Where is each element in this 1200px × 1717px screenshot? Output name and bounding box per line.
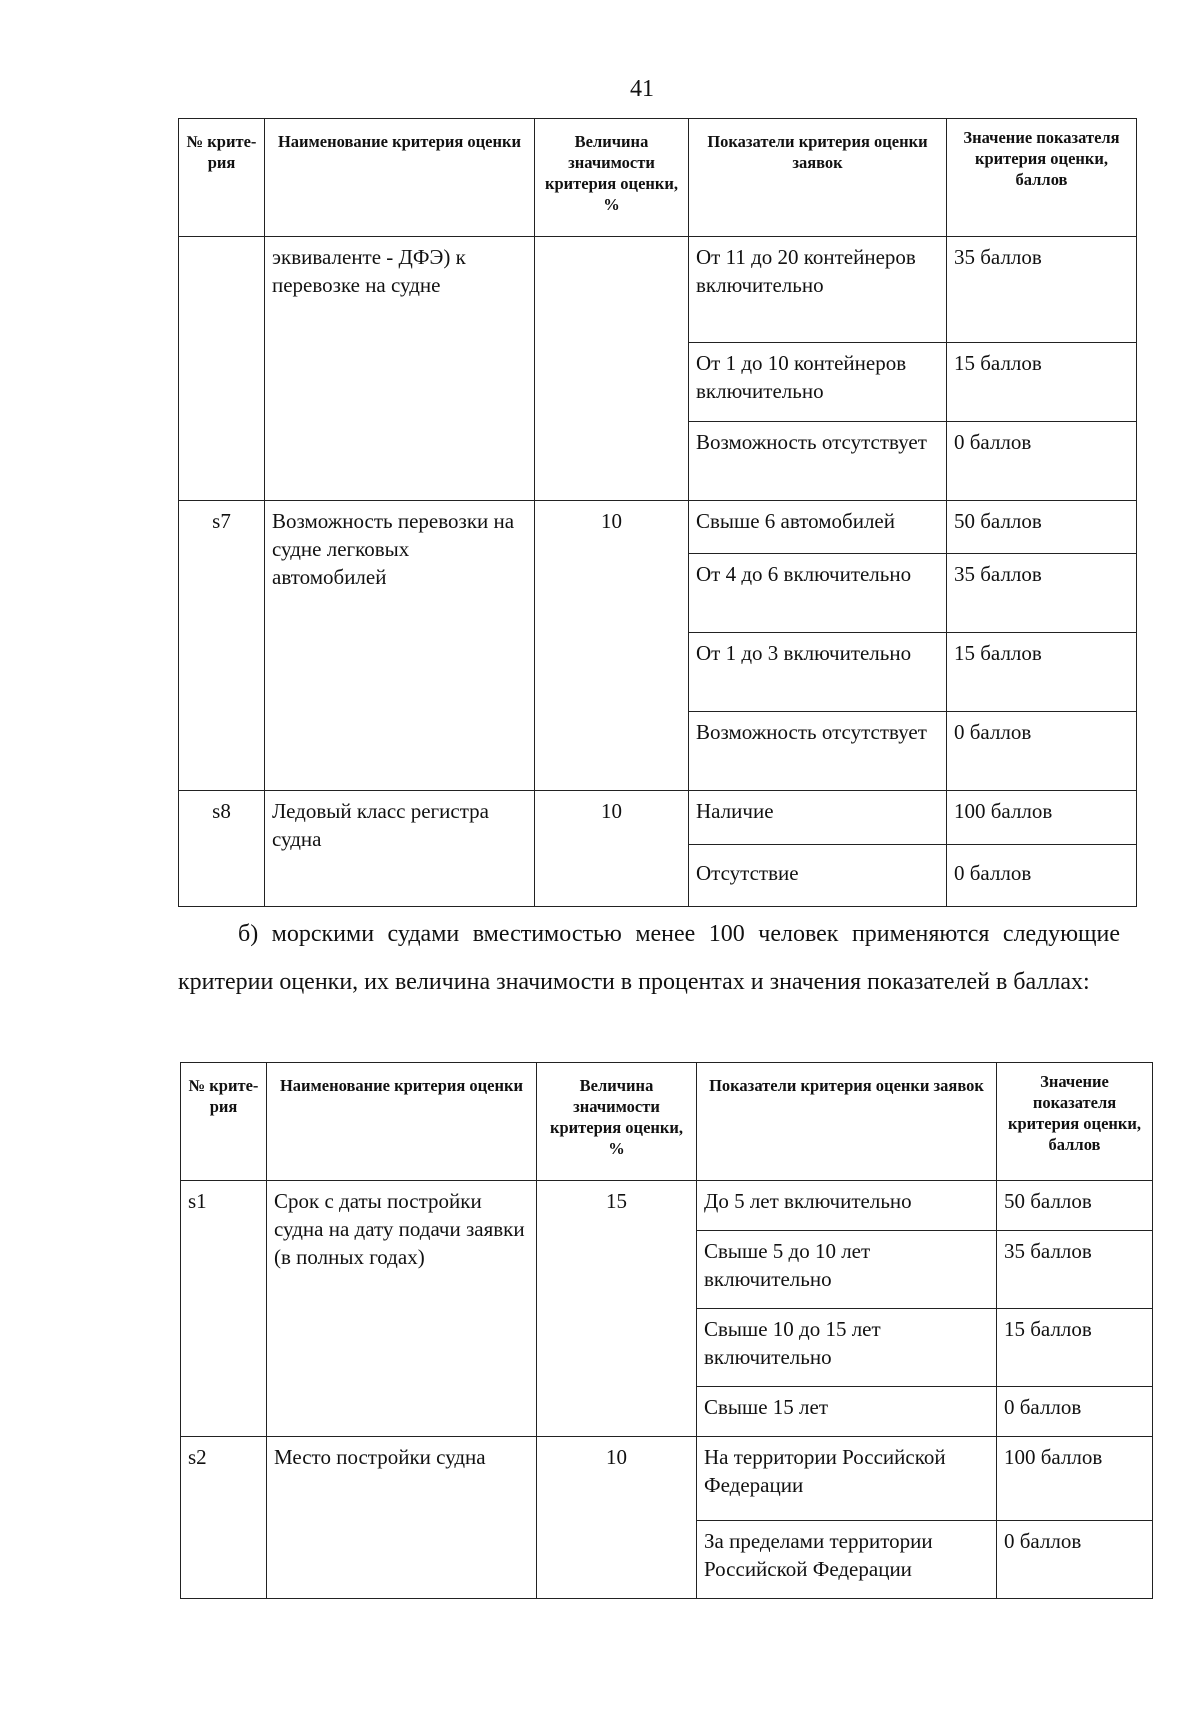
table-header-row	[181, 1063, 1153, 1181]
header-num: № крите-рия	[181, 1063, 267, 1181]
table-row	[181, 1181, 1153, 1231]
value-cell: 0 баллов	[997, 1521, 1153, 1599]
paragraph	[178, 910, 1120, 1006]
value-cell: 35 баллов	[947, 554, 1137, 633]
value-cell: 50 баллов	[947, 501, 1137, 554]
indicator-cell: Наличие	[689, 791, 947, 845]
table-row	[179, 791, 1137, 845]
value-cell: 15 баллов	[947, 633, 1137, 712]
value-cell: 15 баллов	[947, 343, 1137, 422]
header-indicators: Показатели критерия оценки заявок	[689, 119, 947, 237]
criterion-num: s8	[179, 791, 265, 907]
header-indicators: Показатели критерия оценки заявок	[697, 1063, 997, 1181]
header-name: Наименование критерия оценки	[265, 119, 535, 237]
value-cell: 35 баллов	[947, 237, 1137, 343]
indicator-cell: На территории Российской Федерации	[697, 1437, 997, 1521]
header-num: № крите-рия	[179, 119, 265, 237]
criterion-name: Ледовый класс регистра судна	[265, 791, 535, 907]
criteria-table-2	[180, 1062, 1153, 1599]
table-row	[179, 237, 1137, 343]
criterion-name: Место постройки судна	[267, 1437, 537, 1599]
value-cell: 100 баллов	[947, 791, 1137, 845]
table-header-row	[179, 119, 1137, 237]
header-weight: Величина значимости критерия оценки, %	[537, 1063, 697, 1181]
criterion-num: s7	[179, 501, 265, 791]
header-weight: Величина значимости критерия оценки, %	[535, 119, 689, 237]
criterion-name: Срок с даты постройки судна на дату подачи заявки (в полных годах)	[267, 1181, 537, 1437]
value-cell: 0 баллов	[997, 1387, 1153, 1437]
indicator-cell: От 1 до 10 контейнеров включительно	[689, 343, 947, 422]
paragraph-text: б) морскими судами вместимостью менее 100 человек применяются следующие критерии оценки, их величина значимости в процентах и значения показателей в баллах:	[178, 921, 1120, 995]
header-name: Наименование критерия оценки	[267, 1063, 537, 1181]
indicator-cell: Свыше 5 до 10 лет включительно	[697, 1231, 997, 1309]
criterion-weight: 15	[537, 1181, 697, 1437]
page-number: 41	[630, 76, 654, 102]
table-row	[179, 501, 1137, 554]
value-cell: 15 баллов	[997, 1309, 1153, 1387]
value-cell: 50 баллов	[997, 1181, 1153, 1231]
indicator-cell: Возможность отсутствует	[689, 422, 947, 501]
indicator-cell: От 4 до 6 включительно	[689, 554, 947, 633]
criterion-num: s1	[181, 1181, 267, 1437]
header-value: Значение показателя критерия оценки, баллов	[947, 119, 1137, 237]
value-cell: 0 баллов	[947, 845, 1137, 907]
criterion-name: Возможность перевозки на судне легковых автомобилей	[265, 501, 535, 791]
value-cell: 35 баллов	[997, 1231, 1153, 1309]
value-cell: 100 баллов	[997, 1437, 1153, 1521]
indicator-cell: Свыше 6 автомобилей	[689, 501, 947, 554]
criterion-weight: 10	[535, 501, 689, 791]
indicator-cell: От 11 до 20 контейнеров включительно	[689, 237, 947, 343]
criteria-table-1	[178, 118, 1137, 907]
criterion-weight: 10	[537, 1437, 697, 1599]
criterion-num: s2	[181, 1437, 267, 1599]
indicator-cell: До 5 лет включительно	[697, 1181, 997, 1231]
value-cell: 0 баллов	[947, 422, 1137, 501]
indicator-cell: Возможность отсутствует	[689, 712, 947, 791]
table-row	[181, 1437, 1153, 1521]
criterion-num	[179, 237, 265, 501]
value-cell: 0 баллов	[947, 712, 1137, 791]
indicator-cell: От 1 до 3 включительно	[689, 633, 947, 712]
header-value: Значение показателя критерия оценки, баллов	[997, 1063, 1153, 1181]
criterion-weight	[535, 237, 689, 501]
indicator-cell: Отсутствие	[689, 845, 947, 907]
criterion-name: эквиваленте - ДФЭ) к перевозке на судне	[265, 237, 535, 501]
indicator-cell: Свыше 10 до 15 лет включительно	[697, 1309, 997, 1387]
criterion-weight: 10	[535, 791, 689, 907]
indicator-cell: Свыше 15 лет	[697, 1387, 997, 1437]
indicator-cell: За пределами территории Российской Федерации	[697, 1521, 997, 1599]
